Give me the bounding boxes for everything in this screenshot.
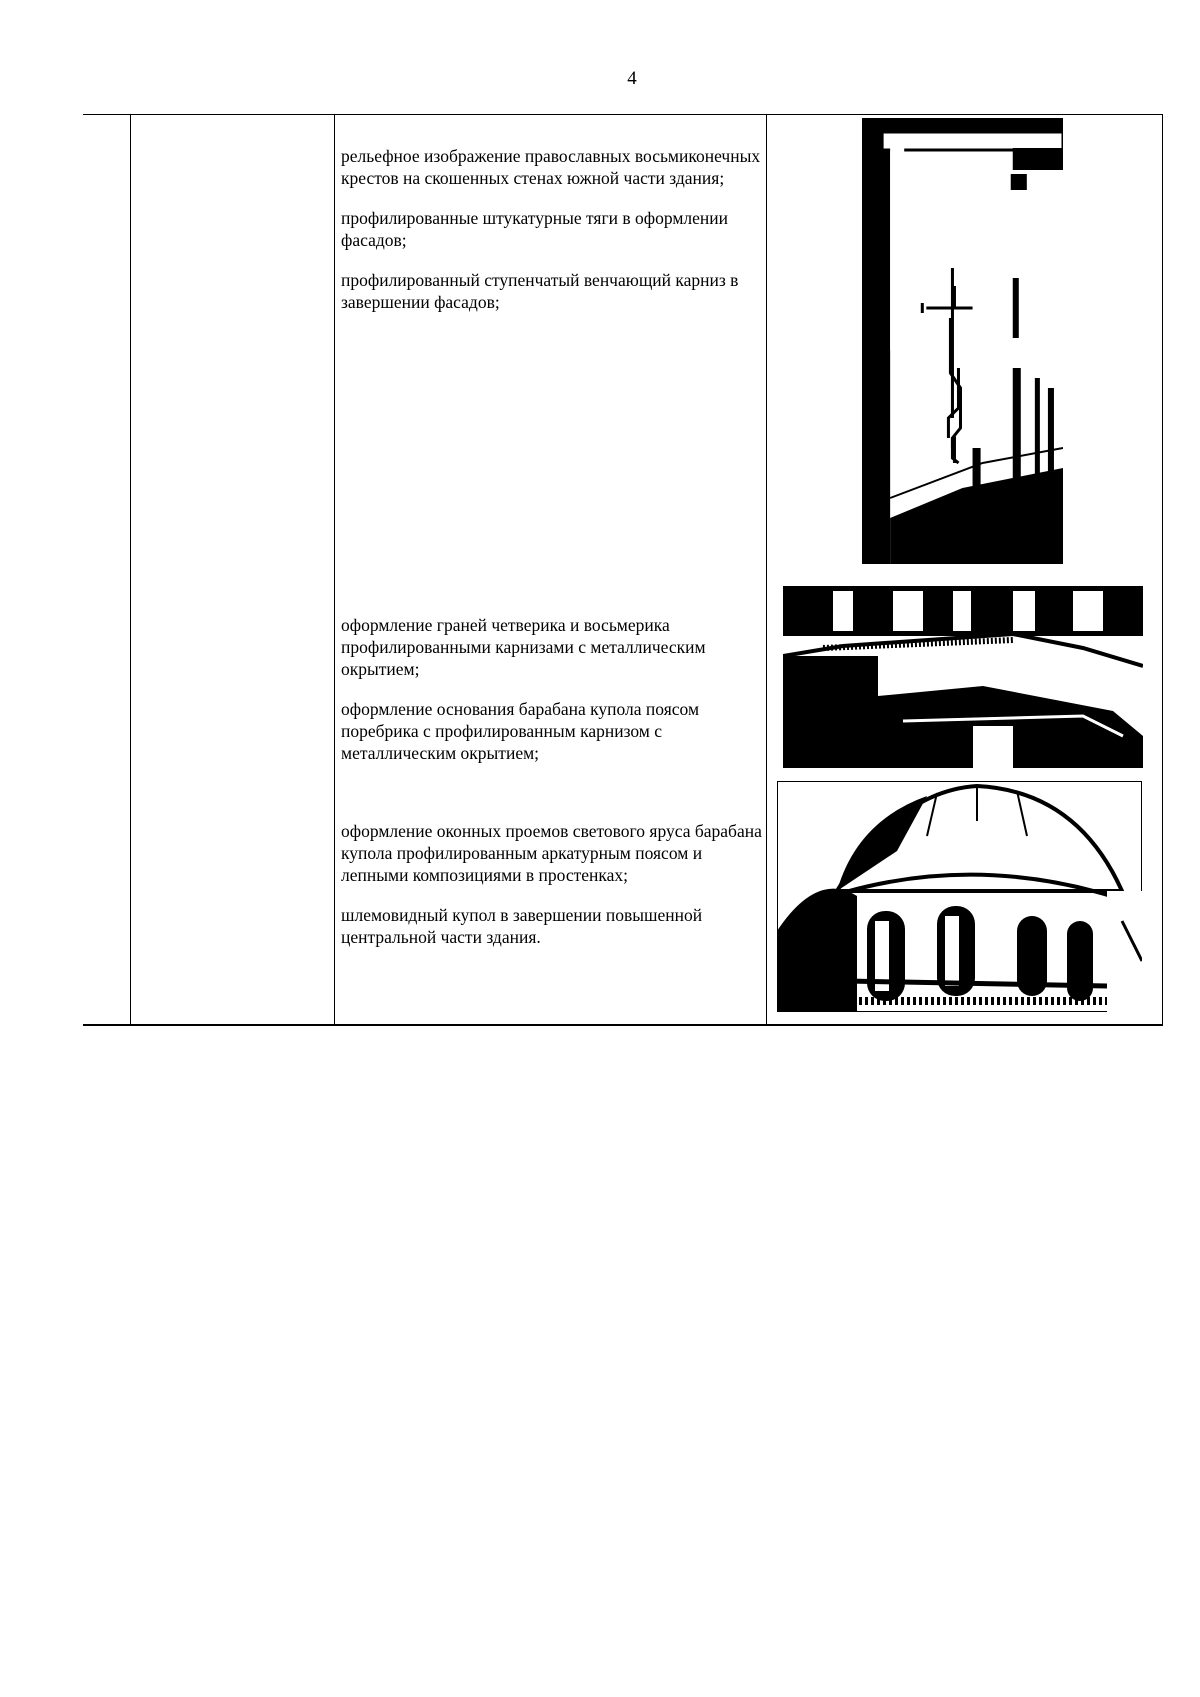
features-list-row-1 bbox=[341, 145, 771, 331]
dome-photo bbox=[777, 781, 1142, 1012]
table-bottom-rule bbox=[83, 1024, 1163, 1026]
column-divider bbox=[130, 115, 131, 1025]
list-item: профилированный ступенчатый венчающий карниз в завершении фасадов; bbox=[341, 270, 739, 312]
features-list-row-3 bbox=[341, 820, 771, 966]
list-item: шлемовидный купол в завершении повышенной центральной части здания. bbox=[341, 905, 703, 947]
cornice-photo bbox=[783, 586, 1143, 768]
cross-relief-photo bbox=[862, 118, 1063, 564]
list-item: рельефное изображение православных восьмиконечных крестов на скошенных стенах южной части здания; bbox=[341, 146, 761, 188]
page-number: 4 bbox=[627, 68, 637, 89]
column-divider bbox=[334, 115, 335, 1025]
list-item: оформление оконных проемов светового яруса барабана купола профилированным аркатурным поясом и лепными композициями в простенках; bbox=[341, 821, 762, 885]
list-item: профилированные штукатурные тяги в оформлении фасадов; bbox=[341, 208, 728, 250]
features-list-row-2 bbox=[341, 614, 771, 782]
list-item: оформление граней четверика и восьмерика профилированными карнизами с металлическим окрытием; bbox=[341, 615, 706, 679]
list-item: оформление основания барабана купола поясом поребрика с профилированным карнизом с металлическим окрытием; bbox=[341, 699, 700, 763]
